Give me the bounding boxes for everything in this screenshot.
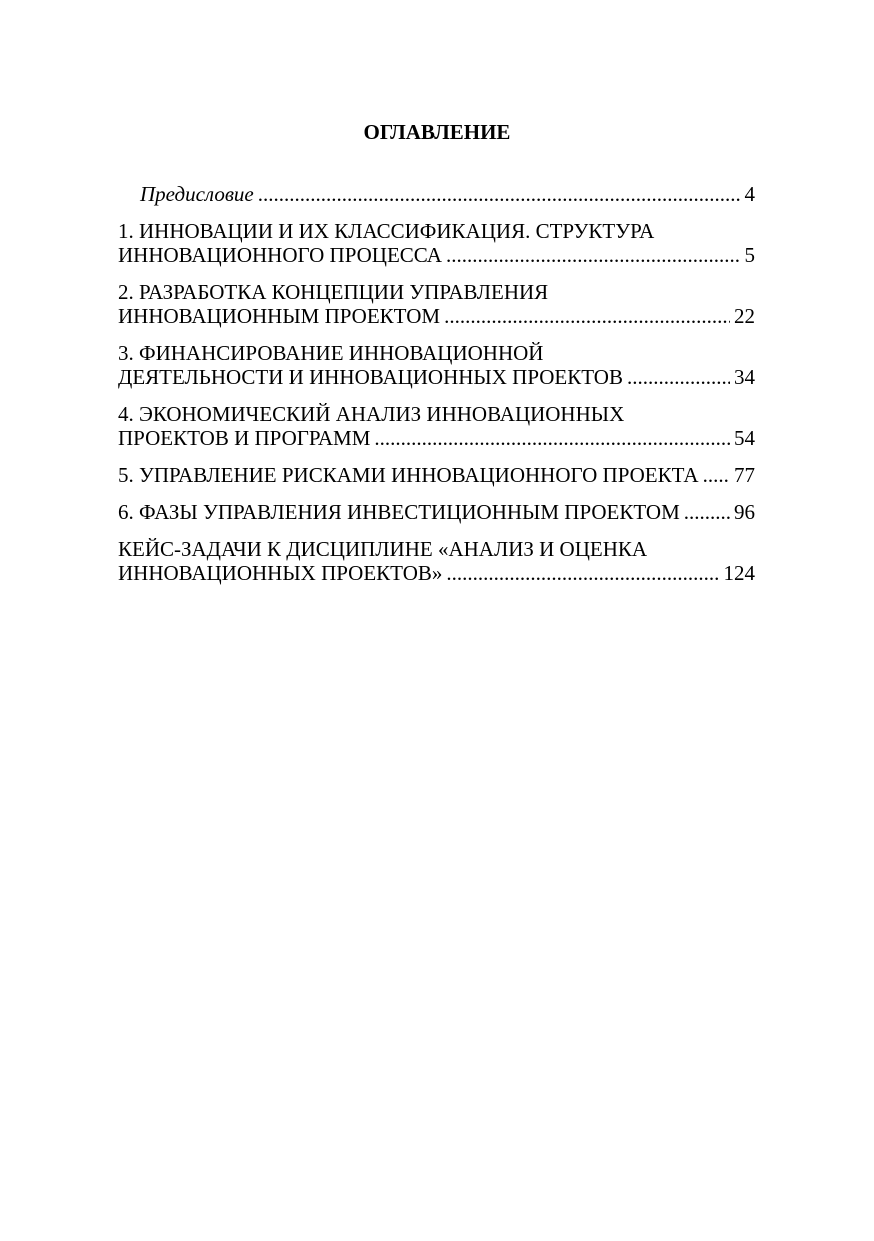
toc-entry-title-line: 5. УПРАВЛЕНИЕ РИСКАМИ ИННОВАЦИОННОГО ПРОЕКТА bbox=[118, 463, 699, 487]
dot-leader bbox=[703, 463, 730, 487]
page-title: ОГЛАВЛЕНИЕ bbox=[363, 120, 511, 144]
toc-entry-title-line: 2. РАЗРАБОТКА КОНЦЕПЦИИ УПРАВЛЕНИЯ bbox=[118, 280, 549, 304]
toc-page-number: 5 bbox=[744, 243, 755, 267]
toc-entry-title-line: 4. ЭКОНОМИЧЕСКИЙ АНАЛИЗ ИННОВАЦИОННЫХ bbox=[118, 402, 625, 426]
toc-entry-chapter-4 bbox=[118, 402, 755, 450]
toc-page-number: 96 bbox=[734, 500, 755, 524]
dot-leader bbox=[374, 426, 730, 450]
toc-page-number: 54 bbox=[734, 426, 755, 450]
toc-entry-title-line: 6. ФАЗЫ УПРАВЛЕНИЯ ИНВЕСТИЦИОННЫМ ПРОЕКТОМ bbox=[118, 500, 680, 524]
toc-page-number: 34 bbox=[734, 365, 755, 389]
dot-leader bbox=[446, 243, 741, 267]
dot-leader bbox=[627, 365, 730, 389]
toc-entry-title-line: ИННОВАЦИОННЫХ ПРОЕКТОВ» bbox=[118, 561, 443, 585]
toc-entry-case-studies bbox=[118, 537, 755, 585]
toc-entry-chapter-2 bbox=[118, 280, 755, 328]
dot-leader bbox=[684, 500, 730, 524]
dot-leader bbox=[446, 561, 719, 585]
toc-entry-title-line: ИННОВАЦИОННОГО ПРОЦЕССА bbox=[118, 243, 442, 267]
toc-page-number: 22 bbox=[734, 304, 755, 328]
dot-leader bbox=[444, 304, 730, 328]
toc-entry-title-line: ИННОВАЦИОННЫМ ПРОЕКТОМ bbox=[118, 304, 441, 328]
toc-entry-chapter-1 bbox=[118, 219, 755, 267]
toc-entry-title-line: ПРОЕКТОВ И ПРОГРАММ bbox=[118, 426, 371, 450]
toc-page-number: 124 bbox=[723, 561, 755, 585]
table-of-contents bbox=[118, 182, 755, 598]
toc-entry-title-line: 1. ИННОВАЦИИ И ИХ КЛАССИФИКАЦИЯ. СТРУКТУРА bbox=[118, 219, 655, 243]
toc-entry-title-line: ДЕЯТЕЛЬНОСТИ И ИННОВАЦИОННЫХ ПРОЕКТОВ bbox=[118, 365, 623, 389]
toc-page-number: 4 bbox=[744, 182, 755, 206]
toc-entry-preface bbox=[118, 182, 755, 206]
toc-entry-title: Предисловие bbox=[140, 182, 254, 206]
toc-page-number: 77 bbox=[734, 463, 755, 487]
toc-entry-chapter-3 bbox=[118, 341, 755, 389]
toc-entry-chapter-5 bbox=[118, 463, 755, 487]
dot-leader bbox=[258, 182, 741, 206]
toc-entry-chapter-6 bbox=[118, 500, 755, 524]
toc-entry-title-line: 3. ФИНАНСИРОВАНИЕ ИННОВАЦИОННОЙ bbox=[118, 341, 544, 365]
toc-entry-title-line: КЕЙС-ЗАДАЧИ К ДИСЦИПЛИНЕ «АНАЛИЗ И ОЦЕНКА bbox=[118, 537, 648, 561]
